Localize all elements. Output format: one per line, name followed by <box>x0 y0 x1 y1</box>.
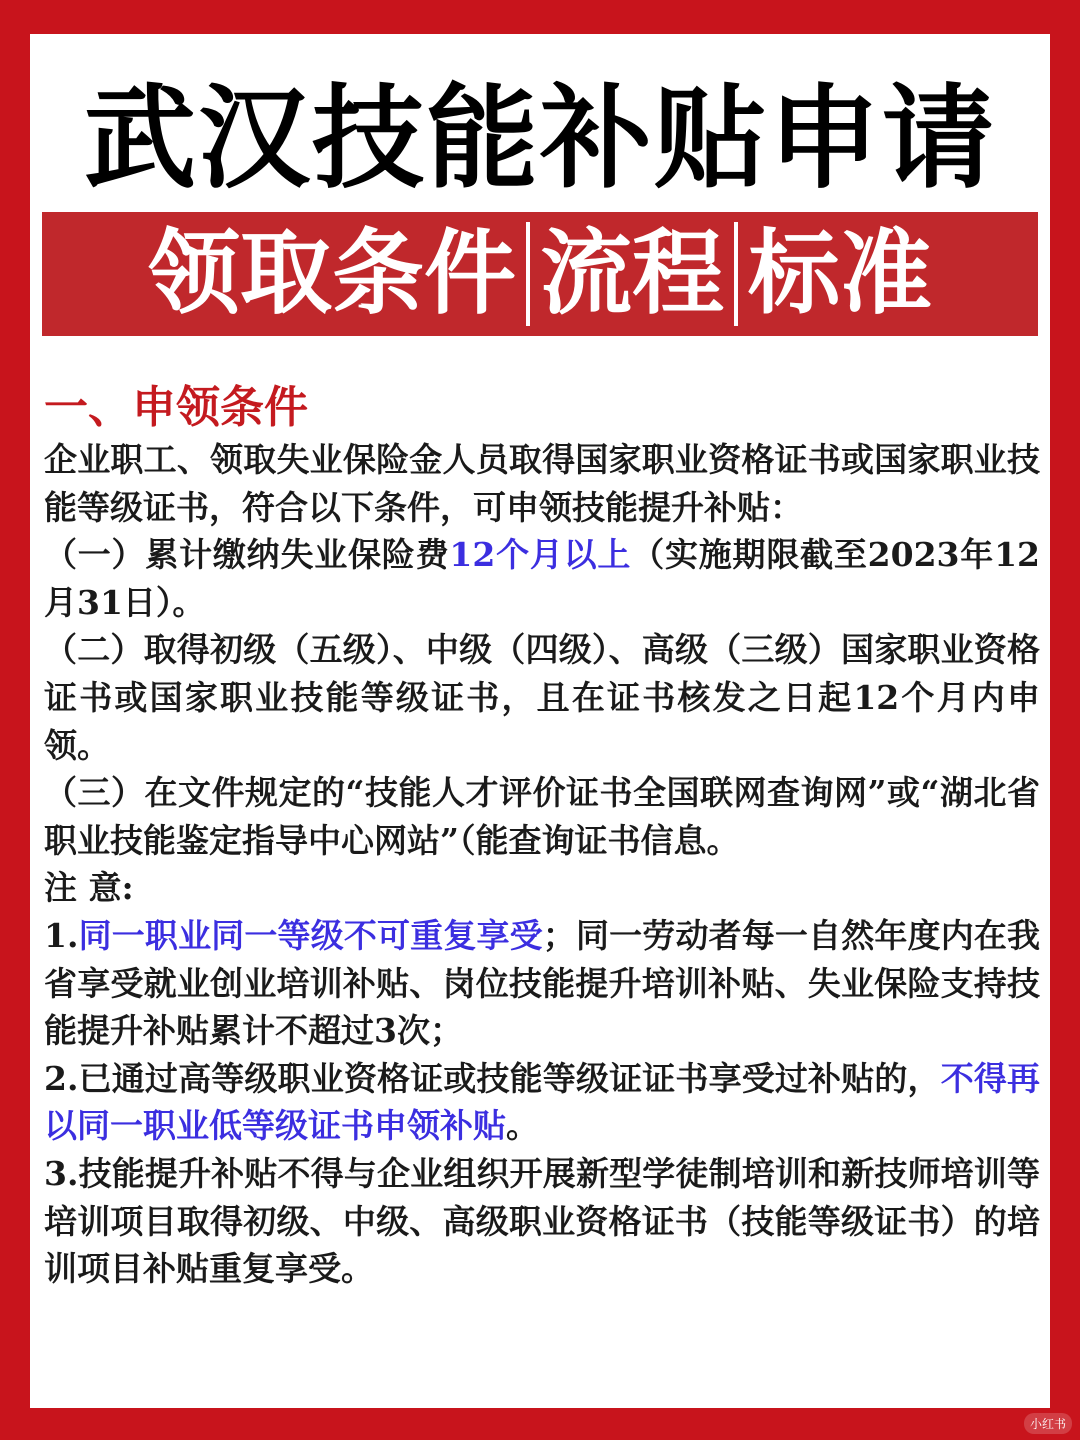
page-title: 武汉技能补贴申请 <box>84 74 996 204</box>
banner-divider <box>526 222 530 326</box>
note-item-1 <box>44 912 1040 1055</box>
intro-paragraph: 企业职工、领取失业保险金人员取得国家职业资格证书或国家职业技能等级证书，符合以下条件，可申领技能提升补贴： <box>44 440 1040 527</box>
watermark-logo: 小红书 <box>1024 1413 1072 1434</box>
banner-segment-standard: 标准 <box>748 220 933 327</box>
condition-item-1 <box>44 531 1040 626</box>
note-item-2-text-b: 。 <box>506 1106 539 1146</box>
note-item-1-highlight: 同一职业同一等级不可重复享受 <box>78 915 543 955</box>
note-item-1-text: ；同一劳动者每一自然年度内在我省享受就业创业培训补贴、岗位技能提升培训补贴、失业保险支持技能提升补贴累计不超过3次； <box>44 915 1041 1051</box>
note-label: 注 意: <box>44 868 134 908</box>
condition-item-2: （二）取得初级（五级）、中级（四级）、高级（三级）国家职业资格证书或国家职业技能等级证书，且在证书核发之日起12个月内申领。 <box>44 630 1040 765</box>
banner-segment-conditions: 领取条件 <box>147 220 516 327</box>
banner-segment-process: 流程 <box>539 220 724 327</box>
content-body <box>44 382 1040 1293</box>
condition-item-1-highlight: 12个月以上 <box>449 535 632 575</box>
poster-card <box>30 34 1050 1408</box>
subtitle-banner <box>42 212 1038 336</box>
banner-divider <box>734 222 738 326</box>
section-heading: 一、申领条件 <box>44 382 308 433</box>
note-item-2-highlight: 不得再以同一职业低等级证书申领补贴 <box>44 1058 1041 1146</box>
note-item-2 <box>44 1055 1040 1150</box>
condition-item-1-text-b: （实施期限截至2023年12月31日）。 <box>44 535 1040 622</box>
note-item-3: 3.技能提升补贴不得与企业组织开展新型学徒制培训和新技师培训等培训项目取得初级、中级、高级职业资格证书（技能等级证书）的培训项目补贴重复享受。 <box>44 1153 1040 1289</box>
condition-item-3: （三）在文件规定的“技能人才评价证书全国联网查询网”或“湖北省职业技能鉴定指导中心网站”（能查询证书信息。 <box>44 773 1040 860</box>
condition-item-1-text-a: （一）累计缴纳失业保险费 <box>44 535 450 575</box>
note-item-1-number: 1. <box>44 915 79 955</box>
note-item-2-text-a: 2.已通过高等级职业资格证或技能等级证证书享受过补贴的， <box>44 1058 941 1098</box>
